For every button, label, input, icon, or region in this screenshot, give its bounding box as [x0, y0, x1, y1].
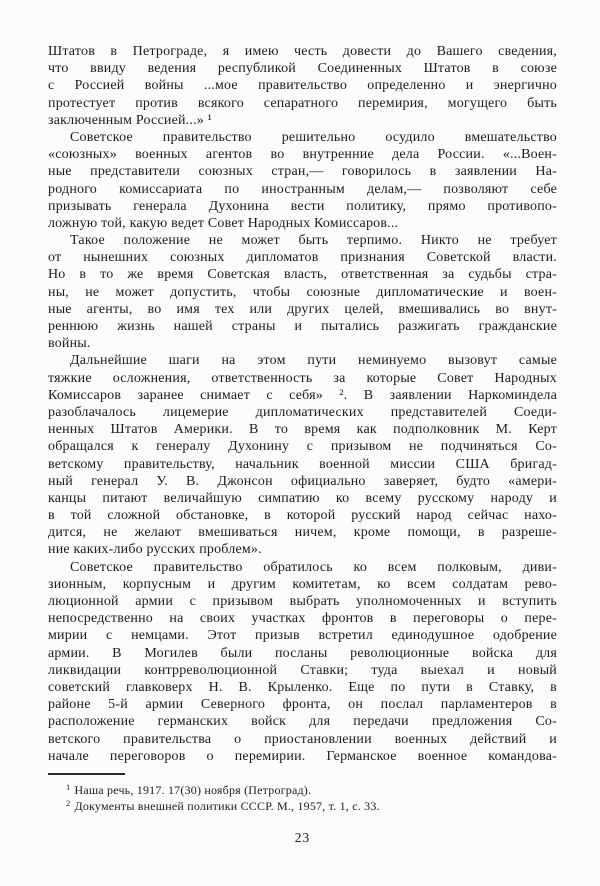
text-line: в той сложной обстановке, в которой русский народ сейчас нахо-	[48, 508, 557, 524]
paragraph	[48, 130, 557, 233]
text-line: обращался к генералу Духонину с призывом не подчиняться Со-	[48, 439, 557, 455]
text-line: Советское правительство решительно осудило вмешательство	[70, 129, 557, 145]
paragraph	[48, 233, 557, 353]
text-line: ветского правительства о приостановлении военных действий и	[48, 731, 557, 747]
paragraph	[48, 44, 557, 130]
footnote-separator	[48, 773, 125, 775]
text-line: зионным, корпусным и другим комитетам, ко всем солдатам рево-	[48, 576, 557, 592]
text-block	[48, 44, 557, 815]
text-line: войны.	[48, 336, 91, 352]
text-line: разоблачалось лицемерие дипломатических представителей Соеди-	[48, 404, 557, 420]
text-line: районе 5-й армии Северного фронта, он послал парламентеров в	[48, 697, 557, 713]
footnote	[48, 798, 557, 815]
text-line: Но в то же время Советская власть, ответственная за судьбы стра-	[48, 267, 557, 283]
text-line: ные представители союзных стран,— говорилось в заявлении На-	[48, 164, 557, 180]
text-line: мирии с немцами. Этот призыв встретил единодушное одобрение	[48, 628, 557, 644]
text-line: советский главковерх Н. В. Крыленко. Еще по пути в Ставку, в	[48, 679, 557, 695]
footnote-text: Наша речь, 1917. 17(30) ноября (Петроград).	[74, 782, 312, 797]
paragraph	[48, 560, 557, 766]
text-line: дится, не желают вмешиваться ничем, кроме помощи, в разреше-	[48, 525, 557, 541]
text-line: ложную той, какую ведет Совет Народных Комиссаров...	[48, 215, 399, 231]
footnote-marker: 2	[66, 798, 71, 809]
paragraph	[48, 353, 557, 559]
text-line: ветскому правительству, начальник военной миссии США бригад-	[48, 456, 557, 472]
text-line: канцы питают величайшую симпатию ко всему русскому народу и	[48, 490, 557, 506]
text-line: родного комиссариата по иностранным делам,— позволяют себе	[48, 181, 557, 197]
text-line: реннюю жизнь нашей страны и пытались разжигать гражданские	[48, 319, 557, 334]
page-number: 23	[294, 830, 311, 845]
text-line: армии. В Могилев были посланы революционные войска для	[48, 645, 557, 661]
text-line: Комиссаров заранее снимает с себя» ². В заявлении Наркоминдела	[48, 387, 557, 403]
footnote-marker: 1	[66, 781, 71, 792]
text-line: с Россией войны ...мое правительство определенно и энергично	[48, 78, 557, 94]
text-line: ные агенты, во имя тех или других целей, вмешивались во внут-	[48, 301, 557, 317]
footnote-text: Документы внешней политики СССР. М., 1957, т. 1, с. 33.	[74, 799, 380, 814]
text-line: Советское правительство обратилось ко всем полковым, диви-	[70, 559, 557, 575]
text-line: люционной армии с призывом выбрать уполномоченных и вступить	[48, 594, 557, 609]
text-line: ненных Штатов Америки. В то время как подполковник М. Керт	[48, 422, 557, 438]
text-line: протестует против всякого сепаратного перемирия, могущего быть	[48, 95, 557, 111]
text-line: начале переговоров о перемирии. Германское военное командова-	[48, 748, 557, 764]
text-line: Такое положение не может быть терпимо. Никто не требует	[70, 233, 557, 249]
text-line: «союзных» военных агентов во внутренние дела России. «...Воен-	[48, 147, 557, 163]
text-line: ный генерал У. В. Джонсон официально заверяет, будто «амери-	[48, 473, 557, 489]
text-line: ны, не может допустить, чтобы союзные дипломатические и воен-	[48, 284, 557, 300]
text-line: непосредственно на своих участках фронтов в переговоры о пере-	[48, 611, 557, 627]
text-line: ликвидации контрреволюционной Ставки; туда выехал и новый	[48, 662, 557, 678]
text-line: призывать генерала Духонина вести политику, прямо противопо-	[48, 198, 557, 214]
text-line: тяжкие осложнения, ответственность за которые Совет Народных	[48, 370, 557, 386]
text-line: расположение германских войск для передачи предложения Со-	[48, 714, 557, 730]
text-line: от нынешних союзных дипломатов признания Советской власти.	[48, 250, 557, 266]
text-line: заключенным Россией...» ¹	[48, 112, 213, 128]
text-line: что ввиду ведения республикой Соединенных Штатов в союзе	[48, 61, 557, 77]
paragraphs-container	[48, 44, 557, 766]
text-line: ние каких-либо русских проблем».	[48, 542, 262, 558]
text-line: Штатов в Петрограде, я имею честь довести до Вашего сведения,	[48, 44, 557, 59]
text-line: Дальнейшие шаги на этом пути неминуемо вызовут самые	[70, 353, 557, 369]
footnotes	[48, 782, 557, 815]
footnote	[48, 782, 557, 799]
